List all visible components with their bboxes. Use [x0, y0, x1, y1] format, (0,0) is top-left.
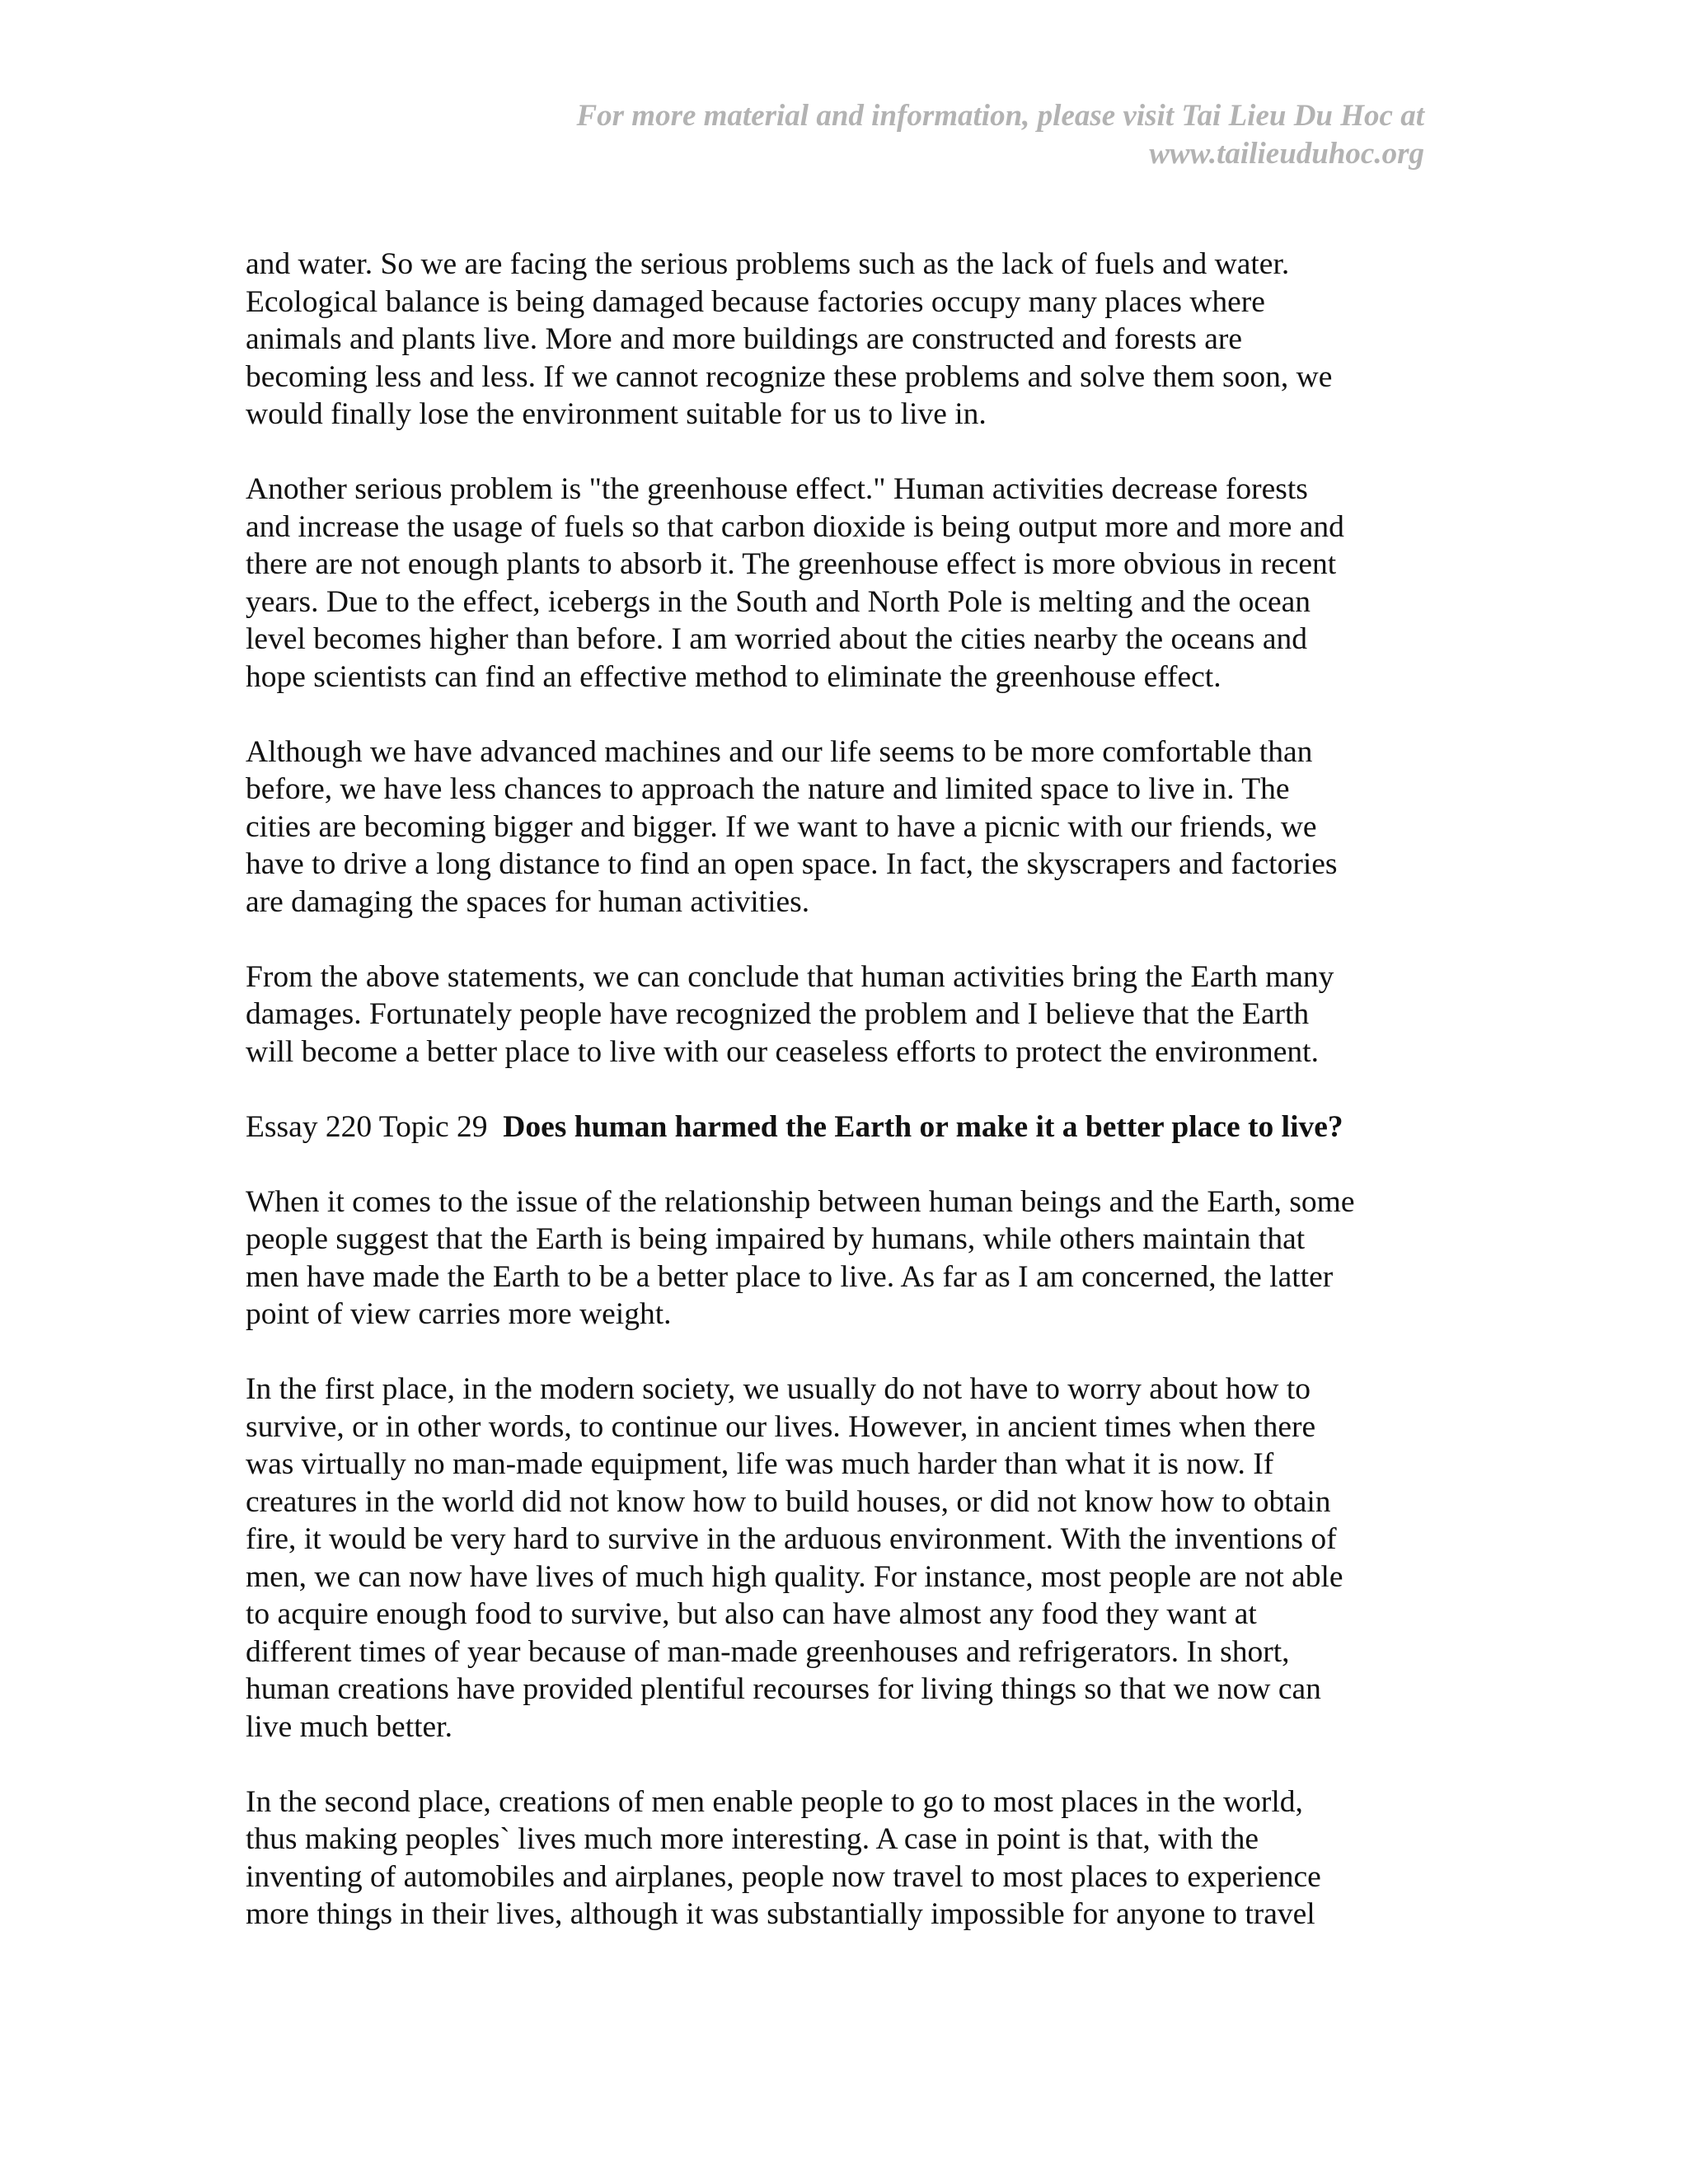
text-line: Although we have advanced machines and our life seems to be more comfortable than	[246, 734, 1313, 769]
header-line-2: www.tailieuduhoc.org	[1149, 137, 1424, 171]
page-header	[435, 97, 1424, 173]
text-line: When it comes to the issue of the relationship between human beings and the Earth, some	[246, 1184, 1355, 1219]
text-line: more things in their lives, although it was substantially impossible for anyone to travel	[246, 1897, 1315, 1931]
text-line: inventing of automobiles and airplanes, people now travel to most places to experience	[246, 1859, 1321, 1894]
text-line: live much better.	[246, 1709, 452, 1744]
essay-paragraph-3	[246, 1783, 1449, 1933]
text-line: there are not enough plants to absorb it. The greenhouse effect is more obvious in recent	[246, 547, 1337, 581]
text-line: From the above statements, we can conclude that human activities bring the Earth many	[246, 959, 1334, 994]
text-line: becoming less and less. If we cannot recognize these problems and solve them soon, we	[246, 359, 1333, 394]
text-line: and water. So we are facing the serious problems such as the lack of fuels and water.	[246, 247, 1290, 281]
essay-label: Essay 220 Topic 29	[246, 1109, 488, 1144]
text-line: In the first place, in the modern society, we usually do not have to worry about how to	[246, 1372, 1311, 1406]
document-body	[246, 246, 1449, 1971]
text-line: human creations have provided plentiful recourses for living things so that we now can	[246, 1672, 1321, 1706]
essay-paragraph-2	[246, 1371, 1449, 1746]
text-line: cities are becoming bigger and bigger. If we want to have a picnic with our friends, we	[246, 809, 1317, 844]
text-line: level becomes higher than before. I am worried about the cities nearby the oceans and	[246, 622, 1308, 656]
text-line: fire, it would be very hard to survive in the arduous environment. With the inventions of	[246, 1522, 1337, 1556]
paragraph-2	[246, 471, 1449, 696]
text-line: survive, or in other words, to continue our lives. However, in ancient times when there	[246, 1409, 1316, 1444]
text-line: Another serious problem is "the greenhouse effect." Human activities decrease forests	[246, 472, 1308, 506]
text-line: will become a better place to live with our ceaseless efforts to protect the environment.	[246, 1034, 1319, 1069]
text-line: men have made the Earth to be a better place to live. As far as I am concerned, the latter	[246, 1259, 1334, 1294]
text-line: creatures in the world did not know how to build houses, or did not know how to obtain	[246, 1484, 1331, 1519]
text-line: people suggest that the Earth is being impaired by humans, while others maintain that	[246, 1222, 1306, 1256]
text-line: are damaging the spaces for human activities.	[246, 884, 810, 919]
paragraph-4	[246, 958, 1449, 1071]
text-line: Ecological balance is being damaged because factories occupy many places where	[246, 284, 1265, 319]
paragraph-3	[246, 733, 1449, 921]
text-line: different times of year because of man-made greenhouses and refrigerators. In short,	[246, 1634, 1290, 1669]
text-line: was virtually no man-made equipment, life was much harder than what it is now. If	[246, 1447, 1274, 1481]
paragraph-1	[246, 246, 1449, 434]
essay-title: Does human harmed the Earth or make it a better place to live?	[503, 1109, 1343, 1144]
text-line: hope scientists can find an effective method to eliminate the greenhouse effect.	[246, 659, 1221, 694]
text-line: to acquire enough food to survive, but also can have almost any food they want at	[246, 1597, 1257, 1631]
text-line: animals and plants live. More and more buildings are constructed and forests are	[246, 322, 1243, 356]
text-line: would finally lose the environment suitable for us to live in.	[246, 397, 987, 431]
essay-heading	[246, 1108, 1449, 1146]
text-line: before, we have less chances to approach the nature and limited space to live in. The	[246, 772, 1290, 806]
text-line: and increase the usage of fuels so that carbon dioxide is being output more and more and	[246, 509, 1344, 544]
text-line: damages. Fortunately people have recognized the problem and I believe that the Earth	[246, 997, 1310, 1031]
text-line: In the second place, creations of men enable people to go to most places in the world,	[246, 1784, 1303, 1819]
text-line: point of view carries more weight.	[246, 1297, 672, 1331]
header-line-1: For more material and information, please visit Tai Lieu Du Hoc at	[576, 99, 1424, 133]
essay-paragraph-1	[246, 1183, 1449, 1333]
text-line: years. Due to the effect, icebergs in the South and North Pole is melting and the ocean	[246, 584, 1311, 619]
text-line: thus making peoples` lives much more interesting. A case in point is that, with the	[246, 1822, 1259, 1856]
text-line: have to drive a long distance to find an open space. In fact, the skyscrapers and factories	[246, 847, 1338, 881]
text-line: men, we can now have lives of much high quality. For instance, most people are not able	[246, 1559, 1343, 1594]
